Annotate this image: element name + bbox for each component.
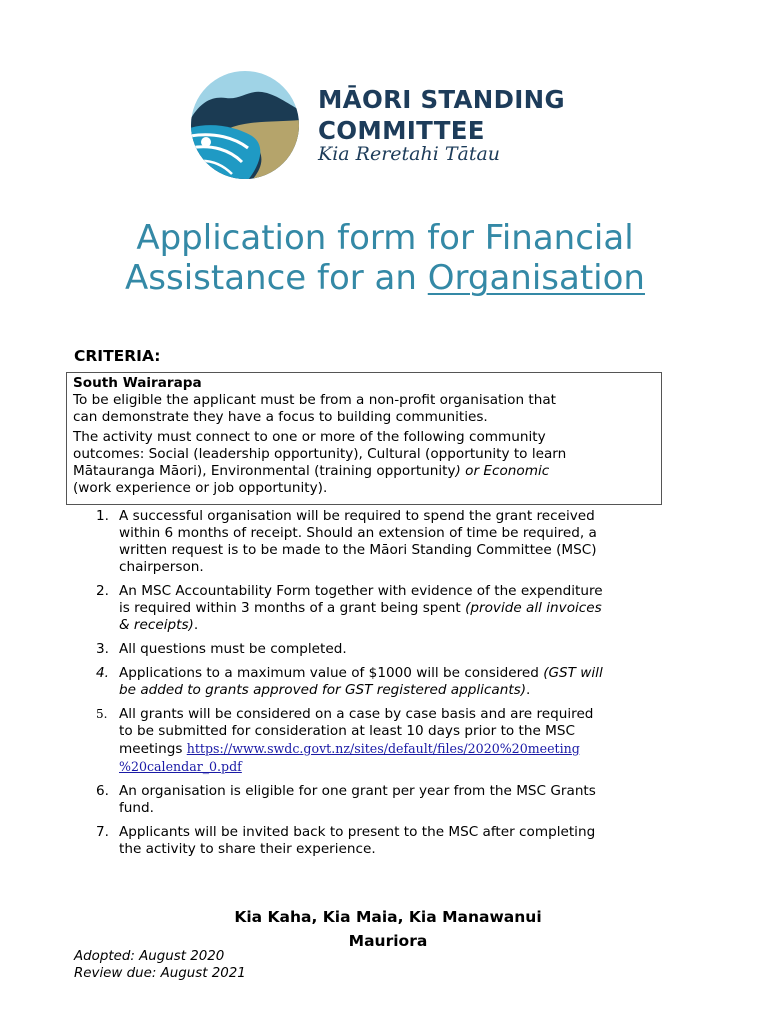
criteria-para2-line3a: Mātauranga Māori), Environmental (training opportunity — [73, 463, 456, 479]
motto-line2: Mauriora — [348, 932, 428, 950]
list-text-italic: & receipts) — [119, 617, 194, 633]
title-line2-prefix: Assistance for an — [125, 258, 428, 298]
list-text — [119, 617, 686, 634]
list-number: 6. — [96, 783, 109, 799]
list-text: the activity to share their experience. — [119, 841, 376, 857]
list-text-plain: Applications to a maximum value of $1000 will be considered — [119, 665, 544, 681]
criteria-region: South Wairarapa — [73, 375, 202, 391]
list-text: to be submitted for consideration at least 10 days prior to the MSC — [119, 723, 576, 739]
criteria-para2-line2: outcomes: Social (leadership opportunity), Cultural (opportunity to learn — [73, 446, 567, 462]
list-text: fund. — [119, 800, 154, 816]
list-text: All grants will be considered on a case by case basis and are required — [119, 706, 594, 722]
meeting-calendar-link[interactable]: https://www.swdc.govt.nz/sites/default/files/2020%20meeting — [186, 741, 580, 756]
list-text — [119, 600, 686, 617]
title-underlined-word: Organisation — [427, 258, 645, 298]
motto-line1: Kia Kaha, Kia Maia, Kia Manawanui — [234, 908, 542, 926]
list-text-plain: meetings — [119, 741, 187, 757]
list-item — [96, 583, 686, 634]
list-text: written request is to be made to the Māori Standing Committee (MSC) — [119, 542, 597, 558]
list-text: Applicants will be invited back to present to the MSC after completing — [119, 824, 596, 840]
org-tagline: Kia Reretahi Tātau — [318, 143, 501, 165]
list-item — [96, 783, 686, 817]
msc-logo-icon — [190, 70, 300, 180]
list-text — [119, 740, 686, 758]
list-item — [96, 706, 686, 776]
criteria-para1-line1: To be eligible the applicant must be from a non-profit organisation that — [73, 392, 557, 408]
list-text-italic: (provide all invoices — [465, 600, 602, 616]
list-text-plain: . — [193, 617, 199, 633]
title-line1: Application form for Financial — [136, 218, 634, 258]
criteria-para2-line3 — [73, 463, 661, 480]
org-name-line2: COMMITTEE — [318, 116, 485, 145]
criteria-para2-line3b: ) or Economic — [455, 463, 550, 479]
list-text-plain: . — [526, 682, 531, 698]
criteria-para2-line4: (work experience or job opportunity). — [73, 480, 328, 496]
list-number: 4. — [96, 665, 109, 681]
list-item — [96, 665, 686, 699]
adopted-date: Adopted: August 2020 — [74, 949, 225, 964]
list-number: 5. — [96, 707, 108, 721]
criteria-para1-line2: can demonstrate they have a focus to building communities. — [73, 409, 488, 425]
list-text — [119, 665, 686, 682]
list-item — [96, 641, 686, 658]
list-number: 7. — [96, 824, 109, 840]
list-item — [96, 824, 686, 858]
list-number: 1. — [96, 508, 109, 524]
list-text-plain: is required within 3 months of a grant being spent — [119, 600, 466, 616]
list-text: All questions must be completed. — [119, 641, 347, 657]
document-dates — [74, 948, 246, 982]
list-text — [119, 682, 686, 699]
list-text: An MSC Accountability Form together with evidence of the expenditure — [119, 583, 603, 599]
list-item — [96, 508, 686, 576]
motto — [0, 905, 770, 953]
review-date: Review due: August 2021 — [74, 966, 246, 981]
list-text: An organisation is eligible for one grant per year from the MSC Grants — [119, 783, 596, 799]
list-text — [119, 758, 686, 776]
meeting-calendar-link-cont[interactable]: %20calendar_0.pdf — [119, 759, 242, 774]
conditions-list — [96, 508, 686, 865]
list-text-italic: (GST will — [543, 665, 603, 681]
page-title — [0, 218, 770, 298]
org-name — [318, 84, 565, 146]
org-name-line1: MĀORI STANDING — [318, 85, 565, 114]
list-number: 3. — [96, 641, 109, 657]
list-text: chairperson. — [119, 559, 204, 575]
criteria-box — [66, 372, 662, 505]
list-text-italic: be added to grants approved for GST registered applicants) — [119, 682, 527, 698]
criteria-para2-line1: The activity must connect to one or more of the following community — [73, 429, 546, 445]
list-number: 2. — [96, 583, 109, 599]
criteria-heading: CRITERIA: — [74, 347, 161, 365]
title-line2 — [0, 258, 770, 298]
list-text: within 6 months of receipt. Should an extension of time be required, a — [119, 525, 597, 541]
list-text: A successful organisation will be required to spend the grant received — [119, 508, 595, 524]
